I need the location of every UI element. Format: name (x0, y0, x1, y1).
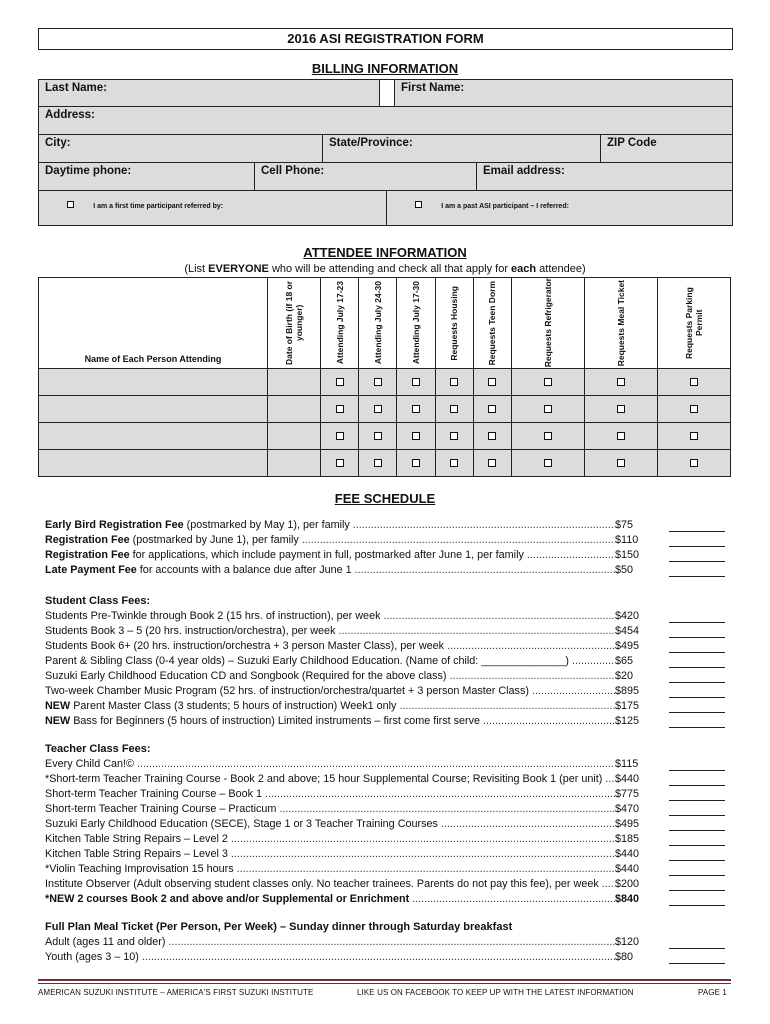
attendee-check-cell (585, 423, 658, 450)
fee-text: (postmarked by May 1), per family (183, 519, 350, 531)
fee-bold: Late Payment Fee (45, 564, 137, 576)
fee-text: for applications, which include payment in full, postmarked after June 1, per family (129, 549, 524, 561)
registration-fees (45, 518, 725, 578)
fee-text: Kitchen Table String Repairs – Level 3 (45, 848, 228, 860)
fee-text: Institute Observer (Adult observing student classes only. No teacher trainees. Parents do not pay this fee), per week (45, 878, 599, 890)
fee-amount-blank[interactable] (669, 905, 725, 906)
address-field[interactable]: Address: (45, 109, 95, 121)
attendee-checkbox[interactable] (488, 459, 496, 467)
footer-center: LIKE US ON FACEBOOK TO KEEP UP WITH THE LATEST INFORMATION (357, 988, 634, 997)
column-label: Requests Refrigerator (543, 278, 554, 368)
fee-text: Parent Master Class (3 students; 5 hours of instruction) Week1 only (70, 700, 397, 712)
attendee-dob-cell[interactable] (268, 396, 321, 423)
attendee-check-cell (658, 396, 731, 423)
attendee-check-cell (397, 369, 435, 396)
last-name-field[interactable]: Last Name: (45, 82, 107, 94)
fee-amount-blank[interactable] (669, 890, 725, 891)
attendee-checkbox[interactable] (412, 405, 420, 413)
dob-column-header (268, 278, 321, 369)
attendee-checkbox[interactable] (450, 378, 458, 386)
fee-description (45, 714, 615, 729)
fee-price: $50 (615, 563, 679, 578)
fee-amount-blank[interactable] (669, 727, 725, 728)
fee-bold: Early Bird Registration Fee (45, 519, 184, 531)
fee-price: $115 (615, 757, 679, 772)
fee-price: $75 (615, 518, 679, 533)
cell-phone-field[interactable]: Cell Phone: (254, 163, 476, 190)
column-label: Attending July 17-30 (411, 281, 422, 365)
attendee-name-cell[interactable] (39, 423, 268, 450)
fee-amount-blank[interactable] (669, 682, 725, 683)
meal-fees-heading: Full Plan Meal Ticket (Per Person, Per Week) – Sunday dinner through Saturday breakfast (45, 921, 513, 933)
fee-description (45, 832, 615, 847)
fee-line (45, 802, 725, 817)
attendee-check-cell (512, 396, 585, 423)
fee-bold: NEW (45, 700, 71, 712)
student-fees (45, 594, 725, 729)
fee-text: Kitchen Table String Repairs – Level 2 (45, 833, 228, 845)
fee-description (45, 563, 615, 578)
fee-amount-blank[interactable] (669, 546, 725, 547)
attendee-check-cell (512, 423, 585, 450)
email-field[interactable]: Email address: (476, 163, 732, 190)
fee-line (45, 817, 725, 832)
attendee-check-cell (435, 423, 473, 450)
attendee-row (39, 369, 731, 396)
attendee-check-cell (658, 450, 731, 477)
attendee-checkbox[interactable] (336, 378, 344, 386)
attendee-table (38, 277, 731, 477)
attendee-checkbox[interactable] (336, 405, 344, 413)
attendee-checkbox[interactable] (617, 459, 625, 467)
first-time-option[interactable] (39, 191, 386, 225)
fee-text: Suzuki Early Childhood Education CD and Songbook (Required for the above class) (45, 670, 447, 682)
fee-line (45, 877, 725, 892)
fee-amount-blank[interactable] (669, 948, 725, 949)
attendee-column-header (473, 278, 511, 369)
attendee-check-cell (473, 396, 511, 423)
attendee-checkbox[interactable] (374, 459, 382, 467)
attendee-row (39, 423, 731, 450)
attendee-checkbox[interactable] (450, 405, 458, 413)
fee-text: *Short-term Teacher Training Course - Book 2 and above; 15 hour Supplemental Course; Revisiting Book 1 (per unit) (45, 773, 603, 785)
fee-price: $470 (615, 802, 679, 817)
teacher-fees-heading: Teacher Class Fees: (45, 743, 151, 755)
fee-description (45, 772, 615, 787)
column-label: Attending July 24-30 (372, 281, 383, 365)
attendee-row (39, 450, 731, 477)
fee-amount-blank[interactable] (669, 845, 725, 846)
fee-description (45, 757, 615, 772)
fee-price: $125 (615, 714, 679, 729)
fee-line (45, 548, 725, 563)
billing-heading: BILLING INFORMATION (311, 61, 459, 76)
fee-amount-blank[interactable] (669, 697, 725, 698)
fee-line (45, 518, 725, 533)
attendee-checkbox[interactable] (617, 432, 625, 440)
attendee-checkbox[interactable] (450, 432, 458, 440)
first-time-checkbox[interactable] (67, 201, 74, 208)
attendee-check-cell (359, 369, 397, 396)
fee-bold: Registration Fee (45, 549, 130, 561)
fee-amount-blank[interactable] (669, 815, 725, 816)
column-label: Requests Meal Ticket (616, 279, 627, 367)
fee-line (45, 684, 725, 699)
fee-line (45, 654, 725, 669)
footer-right: PAGE 1 (698, 988, 727, 997)
fee-heading: FEE SCHEDULE (334, 491, 436, 506)
fee-price: $80 (615, 950, 679, 965)
sub-each: each (511, 263, 537, 275)
fee-amount-blank[interactable] (669, 561, 725, 562)
fee-text: Students Book 6+ (20 hrs. instruction/orchestra + 3 person Master Class), per week (45, 640, 445, 652)
attendee-subheading (0, 263, 770, 275)
fee-price: $20 (615, 669, 679, 684)
fee-amount-blank[interactable] (669, 770, 725, 771)
attendee-column-header (585, 278, 658, 369)
attendee-column-header (397, 278, 435, 369)
city-field[interactable]: City: (45, 137, 71, 149)
fee-price: $175 (615, 699, 679, 714)
billing-section (38, 79, 733, 226)
attendee-check-cell (512, 450, 585, 477)
fee-description (45, 787, 615, 802)
form-title: 2016 ASI REGISTRATION FORM (38, 28, 733, 50)
attendee-checkbox[interactable] (690, 405, 698, 413)
attendee-check-cell (359, 450, 397, 477)
fee-line (45, 714, 725, 729)
fee-line (45, 950, 725, 965)
attendee-checkbox[interactable] (374, 405, 382, 413)
attendee-dob-cell[interactable] (268, 369, 321, 396)
fee-amount-blank[interactable] (669, 531, 725, 532)
fee-price: $495 (615, 817, 679, 832)
column-label: Requests Housing (449, 285, 460, 361)
attendee-checkbox[interactable] (412, 378, 420, 386)
fee-line (45, 609, 725, 624)
attendee-column-header (435, 278, 473, 369)
fee-price: $840 (615, 892, 679, 907)
attendee-checkbox[interactable] (690, 432, 698, 440)
fee-line (45, 892, 725, 907)
fee-description (45, 847, 615, 862)
fee-line (45, 832, 725, 847)
attendee-column-header (321, 278, 359, 369)
fee-price: $440 (615, 772, 679, 787)
attendee-row (39, 396, 731, 423)
attendee-heading: ATTENDEE INFORMATION (303, 245, 467, 260)
fee-description (45, 669, 615, 684)
fee-amount-blank[interactable] (669, 785, 725, 786)
attendee-checkbox[interactable] (544, 405, 552, 413)
footer-rule-thin (38, 983, 731, 984)
attendee-check-cell (585, 450, 658, 477)
fee-amount-blank[interactable] (669, 622, 725, 623)
fee-text: Suzuki Early Childhood Education (SECE), Stage 1 or 3 Teacher Training Courses (45, 818, 438, 830)
fee-description (45, 654, 615, 669)
fee-line (45, 533, 725, 548)
attendee-check-cell (585, 396, 658, 423)
attendee-checkbox[interactable] (374, 432, 382, 440)
attendee-dob-cell[interactable] (268, 450, 321, 477)
fee-description (45, 518, 615, 533)
attendee-checkbox[interactable] (336, 459, 344, 467)
attendee-name-cell[interactable] (39, 369, 268, 396)
attendee-check-cell (321, 396, 359, 423)
fee-description (45, 950, 615, 965)
fee-line (45, 787, 725, 802)
meal-fees (45, 920, 725, 965)
attendee-checkbox[interactable] (544, 432, 552, 440)
attendee-checkbox[interactable] (336, 432, 344, 440)
attendee-checkbox[interactable] (617, 378, 625, 386)
fee-line (45, 563, 725, 578)
attendee-check-cell (397, 396, 435, 423)
attendee-check-cell (321, 423, 359, 450)
fee-amount-blank[interactable] (669, 652, 725, 653)
fee-amount-blank[interactable] (669, 667, 725, 668)
column-label: Requests Parking Permit (684, 287, 704, 359)
attendee-checkbox[interactable] (690, 378, 698, 386)
attendee-checkbox[interactable] (690, 459, 698, 467)
attendee-check-cell (321, 369, 359, 396)
fee-description (45, 624, 615, 639)
state-field[interactable]: State/Province: (322, 135, 600, 162)
sub-everyone: EVERYONE (208, 263, 269, 275)
fee-line (45, 757, 725, 772)
footer-left: AMERICAN SUZUKI INSTITUTE – AMERICA'S FIRST SUZUKI INSTITUTE (38, 988, 314, 997)
attendee-column-header (359, 278, 397, 369)
fee-text: Parent & Sibling Class (0-4 year olds) – Suzuki Early Childhood Education. (Name of child: ______________) (45, 655, 569, 667)
fee-price: $895 (615, 684, 679, 699)
attendee-name-cell[interactable] (39, 450, 268, 477)
attendee-checkbox[interactable] (488, 432, 496, 440)
fee-text: Adult (ages 11 and older) (45, 936, 166, 948)
fee-description (45, 699, 615, 714)
fee-price: $65 (615, 654, 679, 669)
attendee-checkbox[interactable] (488, 378, 496, 386)
fee-line (45, 624, 725, 639)
attendee-check-cell (512, 369, 585, 396)
sub-post: attendee) (536, 263, 586, 275)
first-time-label: I am a first time participant referred by: (93, 203, 224, 210)
sub-mid: who will be attending and check all that apply for (268, 263, 512, 275)
fee-text: Students Pre-Twinkle through Book 2 (15 hrs. of instruction), per week (45, 610, 381, 622)
attendee-check-cell (321, 450, 359, 477)
fee-description (45, 609, 615, 624)
fee-line (45, 699, 725, 714)
attendee-check-cell (658, 369, 731, 396)
attendee-check-cell (359, 423, 397, 450)
attendee-check-cell (435, 396, 473, 423)
zip-field[interactable]: ZIP Code (600, 135, 732, 162)
past-participant-option[interactable] (386, 191, 732, 225)
attendee-column-header (512, 278, 585, 369)
fee-description (45, 862, 615, 877)
sub-pre: (List (184, 263, 209, 275)
footer-rule (38, 979, 731, 981)
attendee-check-cell (397, 450, 435, 477)
fee-price: $775 (615, 787, 679, 802)
fee-amount-blank[interactable] (669, 963, 725, 964)
fee-description (45, 548, 615, 563)
fee-text: Bass for Beginners (5 hours of instruction) Limited instruments – first come first serve (70, 715, 481, 727)
attendee-check-cell (397, 423, 435, 450)
fee-price: $200 (615, 877, 679, 892)
attendee-checkbox[interactable] (412, 432, 420, 440)
fee-description (45, 533, 615, 548)
column-label: Requests Teen Dorm (487, 280, 498, 366)
attendee-check-cell (585, 369, 658, 396)
fee-description (45, 935, 615, 950)
fee-line (45, 639, 725, 654)
fee-description (45, 684, 615, 699)
fee-description (45, 877, 615, 892)
fee-description (45, 802, 615, 817)
fee-line (45, 935, 725, 950)
attendee-checkbox[interactable] (374, 378, 382, 386)
fee-line (45, 847, 725, 862)
attendee-check-cell (473, 369, 511, 396)
attendee-check-cell (435, 450, 473, 477)
fee-text: Youth (ages 3 – 10) (45, 951, 139, 963)
first-name-field[interactable]: First Name: (401, 82, 465, 94)
past-participant-label: I am a past ASI participant – I referred: (441, 203, 569, 210)
attendee-checkbox[interactable] (488, 405, 496, 413)
fee-price: $110 (615, 533, 679, 548)
fee-amount-blank[interactable] (669, 576, 725, 577)
attendee-checkbox[interactable] (544, 378, 552, 386)
fee-amount-blank[interactable] (669, 800, 725, 801)
fee-amount-blank[interactable] (669, 875, 725, 876)
fee-price: $185 (615, 832, 679, 847)
teacher-fees (45, 742, 725, 907)
fee-text: for accounts with a balance due after June 1 (136, 564, 352, 576)
attendee-dob-cell[interactable] (268, 423, 321, 450)
fee-text: (postmarked by June 1), per family (129, 534, 299, 546)
fee-amount-blank[interactable] (669, 830, 725, 831)
fee-amount-blank[interactable] (669, 637, 725, 638)
fee-description (45, 892, 615, 907)
fee-price: $440 (615, 862, 679, 877)
name-divider (379, 80, 395, 106)
fee-price: $150 (615, 548, 679, 563)
fee-price: $454 (615, 624, 679, 639)
attendee-checkbox[interactable] (412, 459, 420, 467)
attendee-check-cell (359, 396, 397, 423)
fee-line (45, 772, 725, 787)
fee-price: $440 (615, 847, 679, 862)
fee-bold: Registration Fee (45, 534, 130, 546)
student-fees-heading: Student Class Fees: (45, 595, 151, 607)
dob-label: Date of Birth (if 18 or younger) (284, 280, 304, 366)
name-column-header: Name of Each Person Attending (39, 278, 268, 369)
attendee-checkbox[interactable] (617, 405, 625, 413)
past-participant-checkbox[interactable] (415, 201, 422, 208)
fee-description (45, 817, 615, 832)
column-label: Attending July 17-23 (334, 281, 345, 365)
fee-text: *Violin Teaching Improvisation 15 hours (45, 863, 234, 875)
fee-text: Two-week Chamber Music Program (52 hrs. of instruction/orchestra/quartet + 3 person Master Class) (45, 685, 529, 697)
fee-price: $420 (615, 609, 679, 624)
fee-line (45, 862, 725, 877)
fee-price: $495 (615, 639, 679, 654)
fee-bold: NEW (45, 715, 71, 727)
fee-text: Short-term Teacher Training Course – Practicum (45, 803, 277, 815)
attendee-check-cell (473, 450, 511, 477)
fee-line (45, 669, 725, 684)
fee-text: Every Child Can!© (45, 758, 134, 770)
attendee-column-header (658, 278, 731, 369)
fee-text: Students Book 3 – 5 (20 hrs. instruction/orchestra), per week (45, 625, 336, 637)
fee-price: $120 (615, 935, 679, 950)
fee-bold: *NEW 2 courses Book 2 and above and/or Supplemental or Enrichment (45, 893, 410, 905)
attendee-check-cell (435, 369, 473, 396)
attendee-name-cell[interactable] (39, 396, 268, 423)
fee-amount-blank[interactable] (669, 712, 725, 713)
attendee-check-cell (473, 423, 511, 450)
fee-description (45, 639, 615, 654)
attendee-checkbox[interactable] (450, 459, 458, 467)
fee-amount-blank[interactable] (669, 860, 725, 861)
attendee-checkbox[interactable] (544, 459, 552, 467)
daytime-phone-field[interactable]: Daytime phone: (45, 165, 132, 177)
attendee-check-cell (658, 423, 731, 450)
fee-text: Short-term Teacher Training Course – Book 1 (45, 788, 263, 800)
